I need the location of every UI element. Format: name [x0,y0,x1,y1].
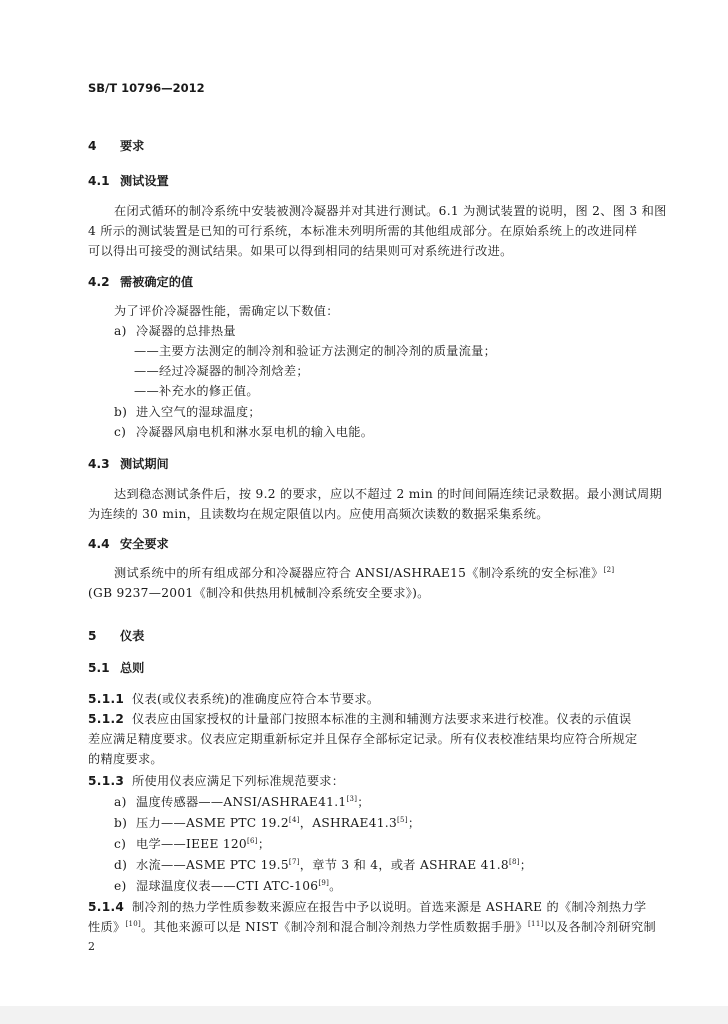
clause-number: 5.1.3 [88,774,125,788]
reference-mark: [6] [247,837,258,845]
paragraph-text: 以及各制冷剂研究制 [543,920,656,934]
list-item [114,793,370,810]
list-text: 湿球温度仪表——CTI ATC-106 [136,879,319,893]
section-title: 测试设置 [120,174,169,188]
clause-5-1-1 [88,690,379,707]
paragraph-line [114,564,614,581]
list-label: b) [114,405,128,419]
clause-number: 5.1.1 [88,692,125,706]
list-label: d) [114,858,128,872]
clause-text: 仪表(或仪表系统)的准确度应符合本节要求。 [132,692,380,706]
clause-number: 5.1.4 [88,900,125,914]
dash-item: ——补充水的修正值。 [134,384,259,398]
section-4-2-heading [88,273,193,290]
list-text: 压力——ASME PTC 19.2 [136,816,289,830]
dash-item: ——主要方法测定的制冷剂和验证方法测定的制冷剂的质量流量； [134,344,497,358]
reference-mark: [5] [397,816,408,824]
paragraph-line: 为了评价冷凝器性能，需确定以下数值： [114,304,339,318]
list-label: a) [114,324,127,338]
paragraph-text: 测试系统中的所有组成部分和冷凝器应符合 ANSI/ASHRAE15《制冷系统的安全标准》 [114,566,604,580]
list-text: 温度传感器——ANSI/ASHRAE41.1 [136,795,347,809]
standard-code-header: SB/T 10796—2012 [88,81,205,95]
paragraph-line: 4 所示的测试装置是已知的可行系统，本标准未列明所需的其他组成部分。在原始系统上的改进同样 [88,224,638,238]
list-item [114,403,261,420]
list-text: ； [257,837,271,851]
paragraph-text: 性质》 [88,920,126,934]
list-text: ，ASHRAE41.3 [299,816,398,830]
paragraph-line: 达到稳态测试条件后，按 9.2 的要求，应以不超过 2 min 的时间间隔连续记录数据。最小测试周期 [114,487,662,501]
list-text: 水流——ASME PTC 19.5 [136,858,289,872]
dash-item: ——经过冷凝器的制冷剂焓差； [134,364,309,378]
reference-mark: [9] [318,879,330,887]
section-4-3-heading [88,455,169,472]
reference-mark: [10] [125,920,142,928]
section-5-heading [88,627,144,644]
list-text: ； [407,816,421,830]
section-4-heading [88,137,144,154]
reference-mark: [4] [288,816,300,824]
paragraph-line: 为连续的 30 min，且读数均在规定限值以内。应使用高频次读数的数据采集系统。 [88,507,549,521]
clause-text: 制冷剂的热力学性质参数来源应在报告中予以说明。首选来源是 ASHARE 的《制冷剂热力学 [132,900,647,914]
section-title: 仪表 [120,629,145,643]
section-4-1-heading [88,172,169,189]
list-item [114,856,532,873]
list-item [114,423,373,440]
section-4-4-heading [88,535,169,552]
list-label: b) [114,816,128,830]
scan-bottom-band [0,1006,728,1024]
section-number: 4 [88,139,97,153]
list-text: 电学——IEEE 120 [136,837,247,851]
section-title: 安全要求 [120,537,169,551]
paragraph-line: (GB 9237—2001《制冷和供热用机械制冷系统安全要求》)。 [88,586,430,600]
section-number: 4.2 [88,275,110,289]
clause-5-1-2 [88,710,632,727]
paragraph-text: 。其他来源可以是 NIST《制冷剂和混合制冷剂热力学性质数据手册》 [141,920,529,934]
list-label: c) [114,425,127,439]
list-label: c) [114,837,127,851]
paragraph-line: 可以得出可接受的测试结果。如果可以得到相同的结果则可对系统进行改进。 [88,244,513,258]
paragraph-line: 的精度要求。 [88,752,163,766]
section-title: 需被确定的值 [120,275,194,289]
page-number: 2 [88,940,95,953]
paragraph-line [88,918,656,935]
section-title: 总则 [120,661,145,675]
list-label: a) [114,795,127,809]
list-text: 冷凝器的总排热量 [136,324,236,338]
list-item [114,322,236,339]
reference-mark: [7] [288,858,300,866]
section-title: 要求 [120,139,145,153]
section-number: 4.3 [88,457,110,471]
clause-text: 所使用仪表应满足下列标准规范要求： [132,774,345,788]
list-item [114,814,420,831]
section-number: 5 [88,629,97,643]
paragraph-line: 在闭式循环的制冷系统中安装被测冷凝器并对其进行测试。6.1 为测试装置的说明，图 2、图 3 和图 [114,204,667,218]
list-label: e) [114,879,127,893]
paragraph-line: 差应满足精度要求。仪表应定期重新标定并且保存全部标定记录。所有仪表校准结果均应符合所规定 [88,732,638,746]
clause-number: 5.1.2 [88,712,125,726]
list-text: ，章节 3 和 4，或者 ASHRAE 41.8 [299,858,509,872]
list-text: 进入空气的湿球温度； [136,405,261,419]
clause-text: 仪表应由国家授权的计量部门按照本标准的主测和辅测方法要求来进行校准。仪表的示值误 [132,712,632,726]
section-number: 4.1 [88,174,110,188]
reference-mark: [3] [346,795,358,803]
section-number: 5.1 [88,661,110,675]
section-title: 测试期间 [120,457,169,471]
reference-mark: [8] [508,858,520,866]
reference-mark: [2] [603,566,615,574]
list-text: ； [519,858,533,872]
clause-5-1-4 [88,898,646,915]
list-text: 。 [329,879,342,893]
list-text: 冷凝器风扇电机和淋水泵电机的输入电能。 [136,425,374,439]
clause-5-1-3 [88,772,344,789]
reference-mark: [11] [528,920,544,928]
list-item [114,835,270,852]
list-text: ； [357,795,370,809]
list-item [114,877,342,894]
section-5-1-heading [88,659,144,676]
section-number: 4.4 [88,537,110,551]
